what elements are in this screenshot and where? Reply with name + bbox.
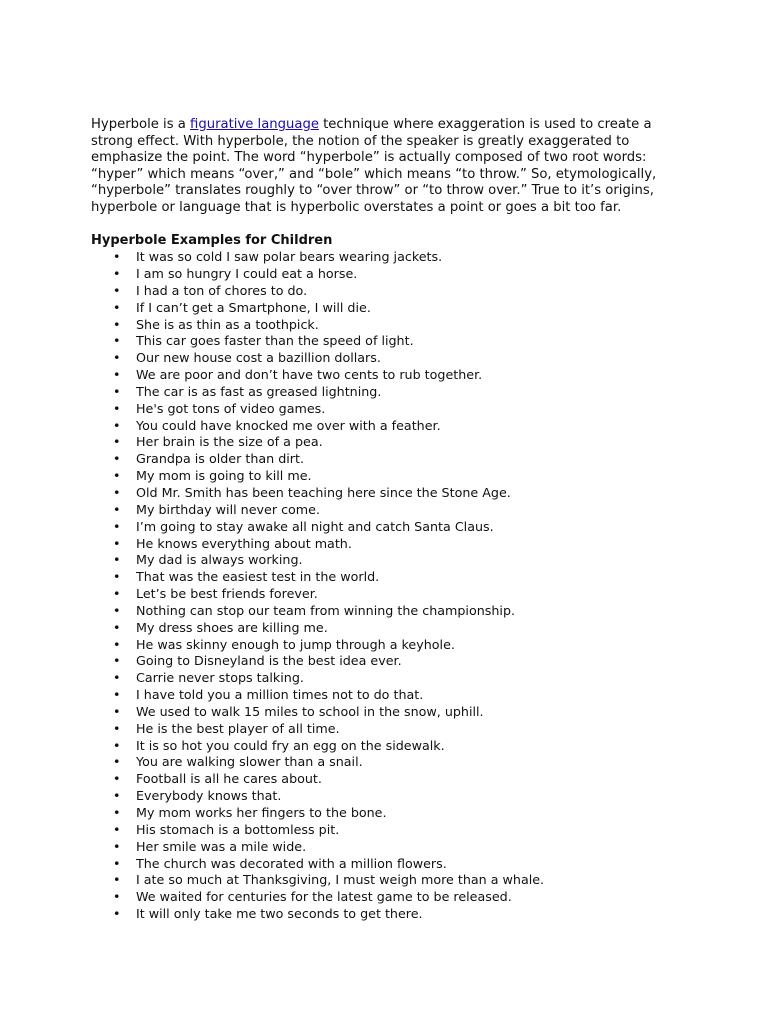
list-item (91, 384, 691, 401)
list-item-text: My dress shoes are killing me. (136, 619, 328, 635)
list-item-text: My mom is going to kill me. (136, 468, 312, 484)
list-item (91, 653, 691, 670)
bullet-icon: • (113, 720, 121, 736)
bullet-icon: • (113, 316, 121, 332)
bullet-icon: • (113, 417, 121, 433)
bullet-icon: • (113, 636, 121, 652)
bullet-icon: • (113, 367, 121, 383)
list-item-text: My birthday will never come. (136, 501, 320, 517)
intro-text-before-link: Hyperbole is a (91, 117, 191, 132)
list-item-text: It will only take me two seconds to get there. (136, 906, 423, 922)
bullet-icon: • (113, 771, 121, 787)
list-item (91, 249, 691, 266)
list-item (91, 704, 691, 721)
document-page (91, 117, 691, 923)
list-item (91, 586, 691, 603)
list-item (91, 788, 691, 805)
bullet-icon: • (113, 518, 121, 534)
bullet-icon: • (113, 434, 121, 450)
list-item (91, 637, 691, 654)
list-item-text: Everybody knows that. (136, 788, 282, 804)
bullet-icon: • (113, 282, 121, 298)
list-item-text: He was skinny enough to jump through a keyhole. (136, 636, 455, 652)
list-item (91, 738, 691, 755)
bullet-icon: • (113, 889, 121, 905)
bullet-icon: • (113, 906, 121, 922)
list-item (91, 889, 691, 906)
list-item-text: I had a ton of chores to do. (136, 282, 308, 298)
list-item-text: We waited for centuries for the latest game to be released. (136, 889, 512, 905)
list-item-text: Her smile was a mile wide. (136, 838, 307, 854)
list-item-text: My dad is always working. (136, 552, 303, 568)
list-item-text: Let’s be best friends forever. (136, 586, 318, 602)
bullet-icon: • (113, 821, 121, 837)
list-item (91, 569, 691, 586)
list-item-text: That was the easiest test in the world. (136, 569, 380, 585)
bullet-icon: • (113, 552, 121, 568)
list-item (91, 266, 691, 283)
bullet-icon: • (113, 249, 121, 265)
list-item (91, 350, 691, 367)
list-item (91, 839, 691, 856)
list-item-text: We used to walk 15 miles to school in the snow, uphill. (136, 703, 484, 719)
list-item-text: Going to Disneyland is the best idea ever. (136, 653, 402, 669)
bullet-icon: • (113, 788, 121, 804)
bullet-icon: • (113, 754, 121, 770)
bullet-icon: • (113, 737, 121, 753)
bullet-icon: • (113, 535, 121, 551)
section-heading: Hyperbole Examples for Children (91, 232, 333, 248)
bullet-icon: • (113, 653, 121, 669)
bullet-icon: • (113, 805, 121, 820)
list-item-text: You are walking slower than a snail. (136, 754, 363, 770)
bullet-icon: • (113, 872, 121, 888)
list-item (91, 434, 691, 451)
list-item (91, 856, 691, 873)
bullet-icon: • (113, 468, 121, 484)
list-item (91, 367, 691, 384)
list-item-text: I ate so much at Thanksgiving, I must weigh more than a whale. (136, 872, 545, 888)
list-item-text: Her brain is the size of a pea. (136, 434, 323, 450)
list-item (91, 872, 691, 889)
list-item (91, 670, 691, 687)
bullet-icon: • (113, 299, 121, 315)
list-item-text: She is as thin as a toothpick. (136, 316, 319, 332)
list-item (91, 502, 691, 519)
list-item (91, 805, 691, 822)
bullet-icon: • (113, 619, 121, 635)
bullet-icon: • (113, 703, 121, 719)
bullet-icon: • (113, 687, 121, 703)
list-item (91, 552, 691, 569)
list-item (91, 906, 691, 923)
bullet-icon: • (113, 451, 121, 467)
list-item-text: I have told you a million times not to do that. (136, 687, 424, 703)
list-item (91, 283, 691, 300)
list-item-text: Old Mr. Smith has been teaching here since the Stone Age. (136, 484, 511, 500)
list-item-text: The church was decorated with a million flowers. (136, 855, 447, 871)
intro-text-after-link: technique where exaggeration is used to create a strong effect. With hyperbole, the notion of the speaker is greatly exaggerated to emphasize the point. The word “hyperbole” is actually composed of two root words: “hyper” which means “over,” and “bole” which means “to throw.” So, etymologically, “hyperbole” translates roughly to “over throw” or “to throw over.” True to it’s origins, hyperbole or language that is hyperbolic overstates a point or goes a bit too far. (91, 117, 657, 215)
list-item-text: It was so cold I saw polar bears wearing jackets. (136, 249, 443, 265)
bullet-icon: • (113, 670, 121, 686)
list-item (91, 721, 691, 738)
list-item (91, 485, 691, 502)
list-item-text: Football is all he cares about. (136, 771, 322, 787)
bullet-icon: • (113, 333, 121, 349)
list-item-text: My mom works her fingers to the bone. (136, 805, 387, 820)
intro-paragraph (91, 117, 691, 217)
list-item (91, 418, 691, 435)
list-item (91, 771, 691, 788)
list-item-text: Nothing can stop our team from winning the championship. (136, 602, 516, 618)
list-item (91, 822, 691, 839)
bullet-icon: • (113, 484, 121, 500)
list-item-text: This car goes faster than the speed of light. (136, 333, 414, 349)
list-item (91, 401, 691, 418)
bullet-icon: • (113, 855, 121, 871)
list-item-text: I’m going to stay awake all night and catch Santa Claus. (136, 518, 494, 534)
bullet-icon: • (113, 350, 121, 366)
bullet-icon: • (113, 602, 121, 618)
examples-list (91, 249, 691, 923)
list-item (91, 536, 691, 553)
list-item-text: You could have knocked me over with a feather. (136, 417, 441, 433)
list-item-text: It is so hot you could fry an egg on the sidewalk. (136, 737, 445, 753)
bullet-icon: • (113, 383, 121, 399)
bullet-icon: • (113, 501, 121, 517)
bullet-icon: • (113, 266, 121, 281)
list-item (91, 620, 691, 637)
list-item (91, 687, 691, 704)
list-item (91, 468, 691, 485)
list-item (91, 300, 691, 317)
list-item (91, 333, 691, 350)
bullet-icon: • (113, 838, 121, 854)
list-item-text: He is the best player of all time. (136, 720, 340, 736)
list-item-text: He's got tons of video games. (136, 400, 326, 416)
list-item (91, 519, 691, 536)
bullet-icon: • (113, 586, 121, 602)
list-item-text: If I can’t get a Smartphone, I will die. (136, 299, 371, 315)
bullet-icon: • (113, 569, 121, 585)
list-item-text: Carrie never stops talking. (136, 670, 304, 686)
list-item-text: The car is as fast as greased lightning. (136, 383, 382, 399)
list-item-text: His stomach is a bottomless pit. (136, 821, 340, 837)
list-item (91, 754, 691, 771)
list-item (91, 603, 691, 620)
bullet-icon: • (113, 400, 121, 416)
list-item-text: We are poor and don’t have two cents to rub together. (136, 367, 483, 383)
list-item-text: Our new house cost a bazillion dollars. (136, 350, 381, 366)
list-item-text: Grandpa is older than dirt. (136, 451, 305, 467)
list-item (91, 317, 691, 334)
list-item (91, 451, 691, 468)
figurative-language-link[interactable]: figurative language (190, 117, 319, 132)
list-item-text: I am so hungry I could eat a horse. (136, 266, 358, 281)
list-item-text: He knows everything about math. (136, 535, 352, 551)
